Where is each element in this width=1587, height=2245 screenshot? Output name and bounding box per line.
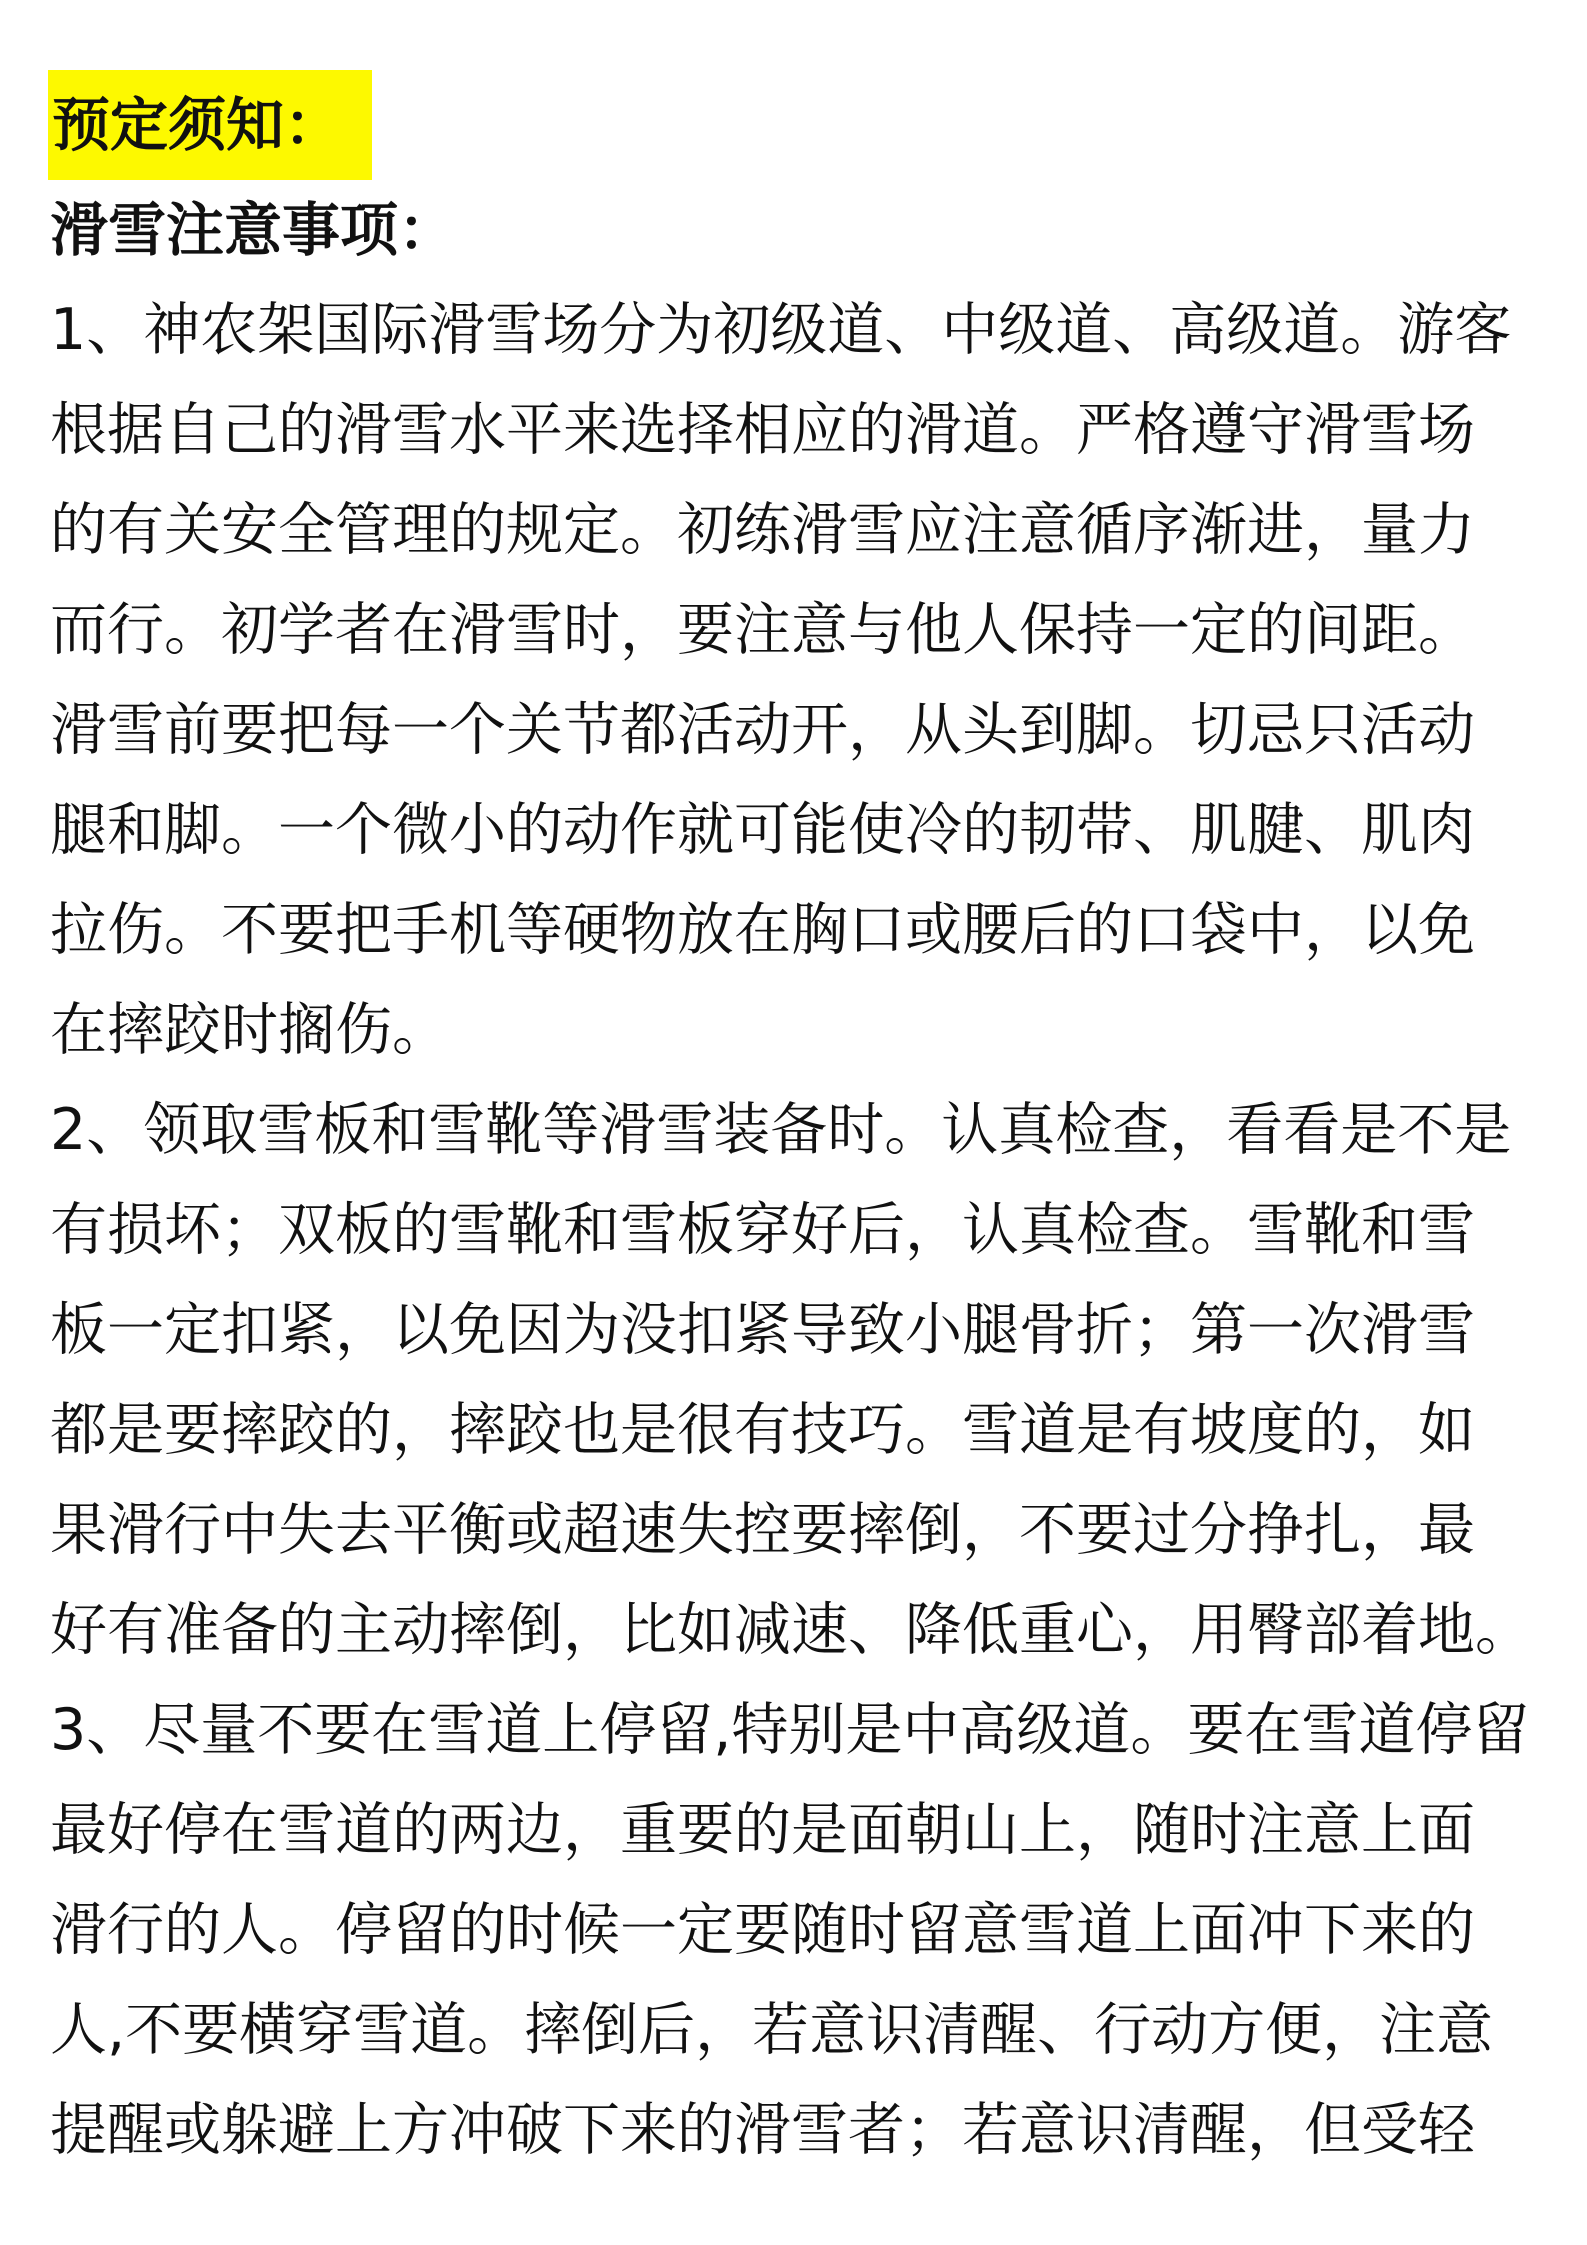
text-line: 根据自己的滑雪水平来选择相应的滑道。严格遵守滑雪场 [50,397,1475,463]
text-line: 在摔跤时搁伤。 [50,997,449,1063]
text-line: 最好停在雪道的两边，重要的是面朝山上，随时注意上面 [50,1797,1475,1863]
text-line: 的有关安全管理的规定。初练滑雪应注意循序渐进，量力 [50,497,1475,563]
text-line: 板一定扣紧，以免因为没扣紧导致小腿骨折；第一次滑雪 [50,1297,1475,1363]
text-line: 滑行的人。停留的时候一定要随时留意雪道上面冲下来的 [50,1897,1475,1963]
text-line: 3、尽量不要在雪道上停留,特别是中高级道。要在雪道停留 [50,1697,1530,1763]
text-line: 果滑行中失去平衡或超速失控要摔倒，不要过分挣扎，最 [50,1497,1475,1563]
text-line: 有损坏；双板的雪靴和雪板穿好后，认真检查。雪靴和雪 [50,1197,1475,1263]
text-line: 提醒或躲避上方冲破下来的滑雪者；若意识清醒，但受轻 [50,2097,1475,2163]
ski-precautions-heading: 滑雪注意事项： [50,196,457,264]
text-line: 滑雪前要把每一个关节都活动开，从头到脚。切忌只活动 [50,697,1475,763]
booking-notice-heading: 预定须知： [48,70,372,180]
text-line: 2、领取雪板和雪靴等滑雪装备时。认真检查，看看是不是 [50,1097,1512,1163]
text-line: 都是要摔跤的，摔跤也是很有技巧。雪道是有坡度的，如 [50,1397,1475,1463]
text-line: 腿和脚。一个微小的动作就可能使冷的韧带、肌腱、肌肉 [50,797,1475,863]
text-line: 人,不要横穿雪道。摔倒后，若意识清醒、行动方便，注意 [50,1997,1494,2063]
precautions-text [48,280,1548,2180]
text-line: 拉伤。不要把手机等硬物放在胸口或腰后的口袋中，以免 [50,897,1475,963]
document-body [48,70,1548,2180]
text-line: 1、神农架国际滑雪场分为初级道、中级道、高级道。游客 [50,297,1512,363]
text-line: 而行。初学者在滑雪时，要注意与他人保持一定的间距。 [50,597,1475,663]
text-line: 好有准备的主动摔倒，比如减速、降低重心，用臀部着地。 [50,1597,1532,1663]
